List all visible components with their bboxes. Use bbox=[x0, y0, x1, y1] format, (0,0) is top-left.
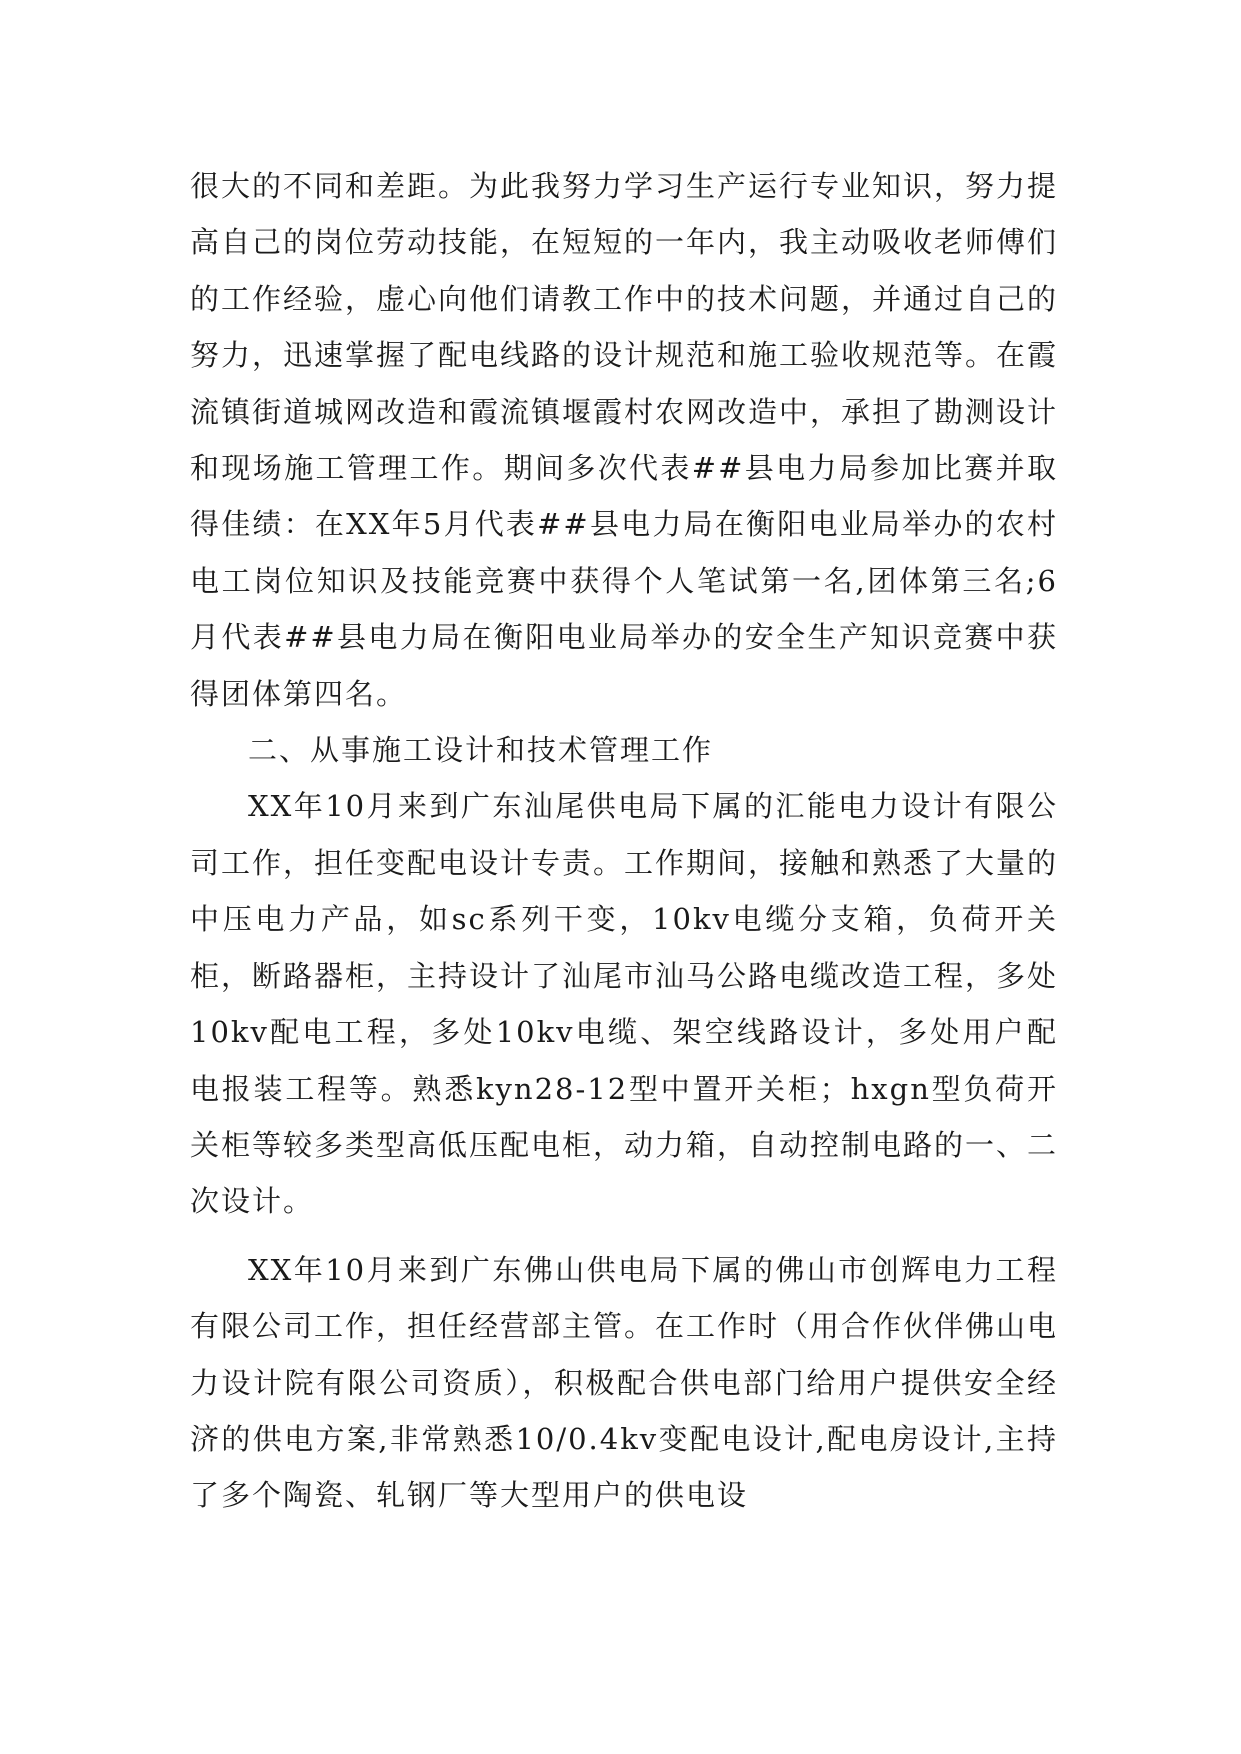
paragraph-shanwei: XX年10月来到广东汕尾供电局下属的汇能电力设计有限公司工作，担任变配电设计专责。工作期间，接触和熟悉了大量的中压电力产品，如sc系列干变，10kv电缆分支箱，负荷开关柜，断路器柜，主持设计了汕尾市汕马公路电缆改造工程，多处10kv配电工程，多处10kv电缆、架空线路设计，多处用户配电报装工程等。熟悉kyn28-12型中置开关柜；hxgn型负荷开关柜等较多类型高低压配电柜，动力箱，自动控制电路的一、二次设计。 bbox=[190, 789, 1059, 1219]
document-body bbox=[190, 158, 1058, 1524]
paragraph-continuation: 很大的不同和差距。为此我努力学习生产运行专业知识，努力提高自己的岗位劳动技能，在短短的一年内，我主动吸收老师傅们的工作经验，虚心向他们请教工作中的技术问题，并通过自己的努力，迅速掌握了配电线路的设计规范和施工验收规范等。在霞流镇街道城网改造和霞流镇堰霞村农网改造中，承担了勘测设计和现场施工管理工作。期间多次代表##县电力局参加比赛并取得佳绩：在XX年5月代表##县电力局在衡阳电业局举办的农村电工岗位知识及技能竞赛中获得个人笔试第一名,团体第三名;6月代表##县电力局在衡阳电业局举办的安全生产知识竞赛中获得团体第四名。 bbox=[190, 169, 1059, 711]
section-heading: 二、从事施工设计和技术管理工作 bbox=[248, 733, 714, 768]
paragraph-foshan: XX年10月来到广东佛山供电局下属的佛山市创辉电力工程有限公司工作，担任经营部主管。在工作时（用合作伙伴佛山电力设计院有限公司资质），积极配合供电部门给用户提供安全经济的供电方案,非常熟悉10/0.4kv变配电设计,配电房设计,主持了多个陶瓷、轧钢厂等大型用户的供电设 bbox=[190, 1252, 1059, 1513]
